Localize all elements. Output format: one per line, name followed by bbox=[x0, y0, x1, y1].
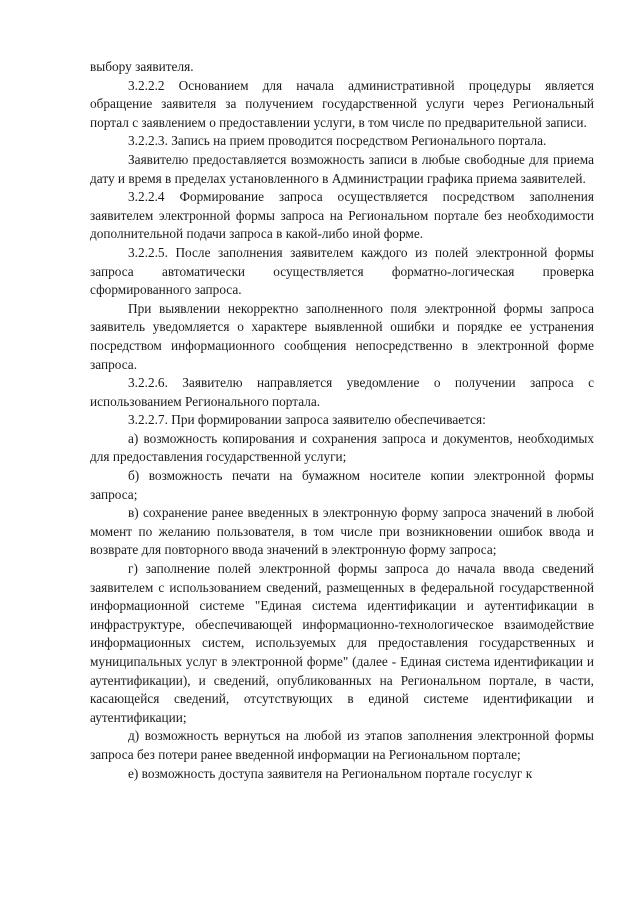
paragraph-3-2-2-2: 3.2.2.2 Основанием для начала административной процедуры является обращение заявителя за получением государственной услуги через Региональный портал с заявлением о предоставлении услуги, в том числе по предварительной записи. bbox=[90, 77, 594, 130]
paragraph-3-2-2-6: 3.2.2.6. Заявителю направляется уведомление о получении запроса с использованием Регионального портала. bbox=[90, 375, 594, 409]
paragraph-booking-availability: Заявителю предоставляется возможность записи в любые свободные для приема дату и время в пределах установленного в Администрации графика приема заявителей. bbox=[90, 151, 594, 186]
list-item-g: г) заполнение полей электронной формы запроса до начала ввода сведений заявителем с использованием сведений, размещенных в федеральной государственной информационной системе "Единая система идентификации и аутентификации в инфраструктуре, обеспечивающей информационно-технологическое взаимодействие информационных систем, используемых для предоставления государственных и муниципальных услуг в электронной форме" (далее - Единая система идентификации и аутентификации), и сведений, опубликованных на Региональном портале, в части, касающейся сведений, отсутствующих в единой системе идентификации и аутентификации; bbox=[90, 561, 594, 725]
paragraph-error-notification: При выявлении некорректно заполненного поля электронной формы запроса заявитель уведомляется о характере выявленной ошибки и порядке ее устранения посредством информационного сообщения непосредственно в электронной форме запроса. bbox=[90, 300, 594, 372]
list-item-v: в) сохранение ранее введенных в электронную форму запроса значений в любой момент по желанию пользователя, в том числе при возникновении ошибок ввода и возврате для повторного ввода значений в электронную форму запроса; bbox=[90, 505, 594, 558]
list-item-a: а) возможность копирования и сохранения запроса и документов, необходимых для предоставления государственной услуги; bbox=[90, 430, 594, 465]
paragraph-3-2-2-5: 3.2.2.5. После заполнения заявителем каждого из полей электронной формы запроса автоматически осуществляется форматно-логическая проверка сформированного запроса. bbox=[90, 244, 594, 298]
paragraph-3-2-2-4: 3.2.2.4 Формирование запроса осуществляется посредством заполнения заявителем электронной формы запроса на Региональном портале без необходимости дополнительной подачи запроса в какой-либо иной форме. bbox=[90, 189, 594, 242]
list-item-d: д) возможность вернуться на любой из этапов заполнения электронной формы запроса без потери ранее введенной информации на Региональном портале; bbox=[90, 728, 594, 762]
list-item-b: б) возможность печати на бумажном носителе копии электронной формы запроса; bbox=[90, 468, 594, 502]
paragraph-3-2-2-3: 3.2.2.3. Запись на прием проводится посредством Регионального портала. bbox=[128, 133, 547, 149]
list-item-e: е) возможность доступа заявителя на Региональном портале госуслуг к bbox=[128, 765, 533, 781]
paragraph-continuation: выбору заявителя. bbox=[90, 59, 194, 74]
document-page bbox=[90, 58, 594, 783]
paragraph-3-2-2-7: 3.2.2.7. При формировании запроса заявителю обеспечивается: bbox=[128, 412, 486, 428]
